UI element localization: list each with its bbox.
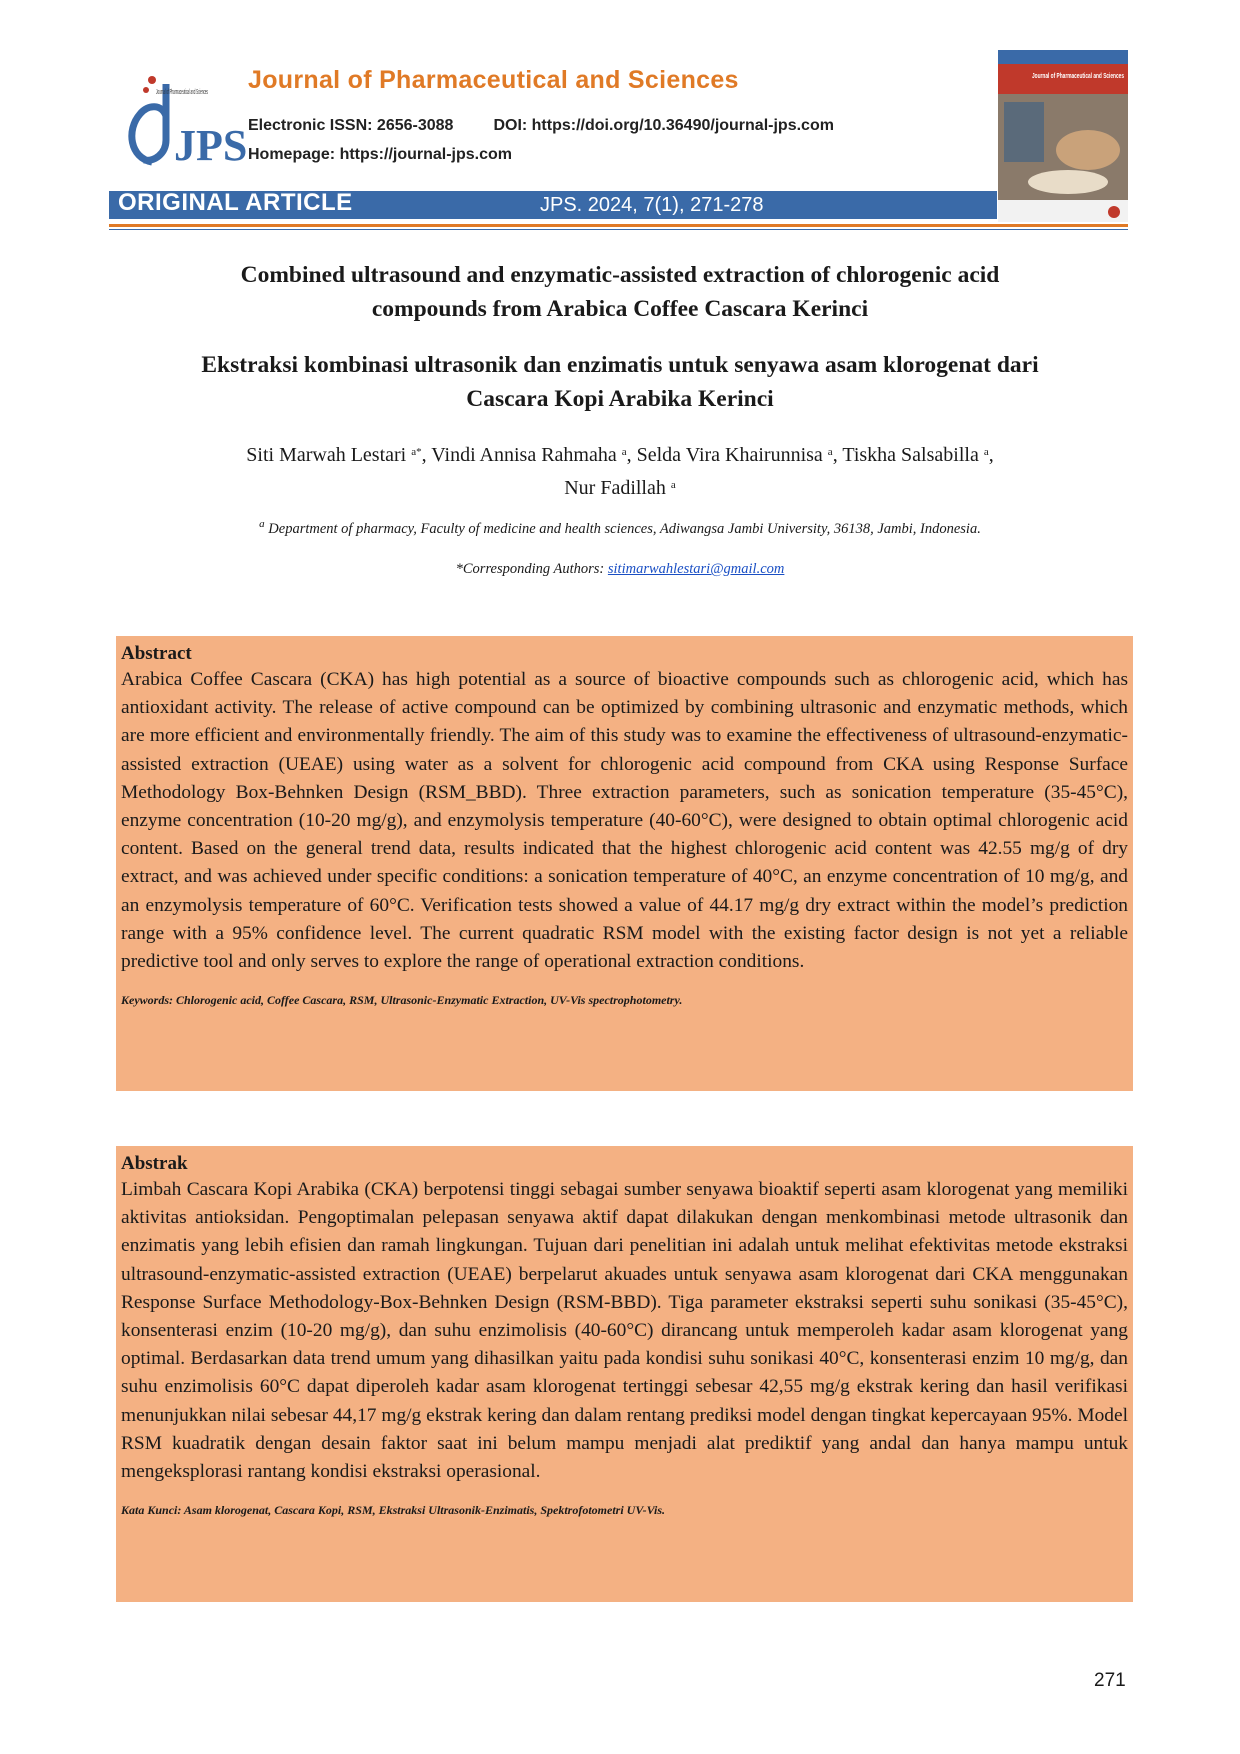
keywords-label: Keywords (121, 993, 169, 1008)
title-indonesian-line: Ekstraksi kombinasi ultrasonik dan enzimatis untuk senyawa asam klorogenat dari (201, 352, 1039, 378)
corresponding-author (110, 561, 1130, 578)
correspondence-email-link[interactable]: sitimarwahlestari@gmail.com (607, 561, 785, 577)
title-indonesian (110, 348, 1130, 416)
page-number: 271 (1094, 1670, 1126, 1691)
article-type: ORIGINAL ARTICLE (118, 189, 353, 216)
abstract-indonesian (116, 1146, 1133, 1602)
author-name: Vindi Annisa Rahmaha (431, 444, 617, 466)
citation: JPS. 2024, 7(1), 271-278 (540, 194, 764, 216)
author-affiliation-mark: a (670, 479, 676, 491)
issn: Electronic ISSN: 2656-3088 (248, 117, 454, 134)
title-english-line: compounds from Arabica Coffee Cascara Kerinci (371, 296, 869, 322)
author-list: Siti Marwah Lestari $^{a*}$, Vindi Annisa Rahmaha $^a$, Selda Vira Khairunnisa $^a$, Tiskha Salsabilla $^a$, Nur Fadillah $^a$ (246, 444, 994, 499)
kata-kunci-label: Kata Kunci (121, 1503, 178, 1518)
author-affiliation-mark: a (827, 446, 833, 458)
doi-link[interactable]: DOI: https://doi.org/10.36490/journal-jps.com (493, 117, 834, 134)
correspondence-label: *Corresponding Authors: (455, 561, 608, 577)
title-indonesian-line: Cascara Kopi Arabika Kerinci (466, 386, 774, 412)
header-divider (109, 224, 1128, 227)
author-name: Siti Marwah Lestari (246, 444, 407, 466)
author-affiliation-mark: a (621, 446, 627, 458)
abstrak-body: Limbah Cascara Kopi Arabika (CKA) berpotensi tinggi sebagai sumber senyawa bioaktif seperti asam klorogenat yang memiliki aktivitas antioksidan. Pengoptimalan pelepasan senyawa aktif dapat dilakukan dengan menkombinasi metode ultrasonik dan enzimatis yang lebih efisien dan ramah lingkungan. Tujuan dari penelitian ini adalah untuk melihat efektivitas metode ekstraksi ultrasound-enzymatic-assisted extraction (UEAE) berpelarut akuades untuk senyawa asam klorogenat dari CKA menggunakan Response Surface Methodology-Box-Behnken Design (RSM-BBD). Tiga parameter ekstraksi seperti suhu sonikasi (35-45°C), konsenterasi enzim (10-20 mg/g), dan suhu enzimolisis (40-60°C) dirancang untuk memperoleh kadar asam klorogenat yang optimal. Berdasarkan data trend umum yang dihasilkan yaitu pada kondisi suhu sonikasi 40°C, konsenterasi enzim 10 mg/g, dan suhu enzimolisis 60°C dapat diperoleh kadar asam klorogenat tertinggi sebesar 42,55 mg/g ekstrak kering dan hasil verifikasi menunjukkan nilai sebesar 44,17 mg/g ekstrak kering dan dalam rentang prediksi model dengan tingkat kepercayaan 95%. Model RSM kuadratik dengan desain faktor saat ini belum mampu menjadi alat prediktif yang andal dan hanya mampu untuk mengeksplorasi rantang kondisi ekstraksi operasional. (121, 1179, 1128, 1483)
logo-caption: Journal of Pharmaceutical and Sciences (156, 89, 209, 96)
issn-doi-line (248, 117, 834, 135)
kata-kunci-list: : Asam klorogenat, Cascara Kopi, RSM, Ekstraksi Ultrasonik-Enzimatis, Spektrofotometri UV-Vis. (177, 1503, 666, 1518)
abstract-english (116, 636, 1133, 1091)
journal-logo (122, 70, 254, 170)
affiliation-text: Department of pharmacy, Faculty of medicine and health sciences, Adiwangsa Jambi University, 36138, Jambi, Indonesia. (268, 521, 981, 537)
affiliation (110, 518, 1130, 538)
author-name: Tiskha Salsabilla (842, 444, 979, 466)
header-divider-thin (109, 229, 1128, 230)
affiliation-mark: a (259, 518, 265, 530)
abstract-body: Arabica Coffee Cascara (CKA) has high potential as a source of bioactive compounds such as chlorogenic acid, which has antioxidant activity. The release of active compound can be optimized by combining ultrasonic and enzymatic methods, which are more efficient and environmentally friendly. The aim of this study was to examine the effectiveness of ultrasound-enzymatic-assisted extraction (UEAE) using water as a solvent for chlorogenic acid compound from CKA using Response Surface Methodology Box-Behnken Design (RSM_BBD). Three extraction parameters, such as sonication temperature (35-45°C), enzyme concentration (10-20 mg/g), and enzymolysis temperature (40-60°C), were designed to obtain optimal chlorogenic acid content. Based on the general trend data, results indicated that the highest chlorogenic acid content was 42.55 mg/g of dry extract, and was achieved under specific conditions: a sonication temperature of 40°C, an enzyme concentration of 10 mg/g, and an enzymolysis temperature of 60°C. Verification tests showed a value of 44.17 mg/g dry extract within the model’s prediction range with a 95% confidence level. The current quadratic RSM model with the existing factor design is not yet a reliable predictive tool and only serves to explore the range of operational extraction conditions. (121, 669, 1128, 973)
title-english-line: Combined ultrasound and enzymatic-assisted extraction of chlorogenic acid (240, 262, 1000, 288)
keywords (121, 993, 1128, 1008)
title-english (110, 258, 1130, 326)
journal-cover-image (998, 50, 1128, 222)
author-affiliation-mark: a (983, 446, 989, 458)
logo-mark: JPS (174, 121, 248, 170)
keywords-list: : Chlorogenic acid, Coffee Cascara, RSM, Ultrasonic-Enzymatic Extraction, UV-Vis spectrophotometry. (169, 993, 683, 1008)
abstrak-heading: Abstrak (121, 1153, 188, 1174)
homepage-link[interactable]: Homepage: https://journal-jps.com (248, 146, 513, 163)
author-affiliation-mark: a* (411, 446, 422, 458)
cover-title: Journal of Pharmaceutical and Sciences (1032, 73, 1125, 80)
kata-kunci (121, 1503, 1128, 1518)
abstract-heading: Abstract (121, 643, 192, 664)
journal-name: Journal of Pharmaceutical and Sciences (248, 66, 739, 94)
author-name: Nur Fadillah (564, 477, 666, 499)
author-name: Selda Vira Khairunnisa (636, 444, 823, 466)
